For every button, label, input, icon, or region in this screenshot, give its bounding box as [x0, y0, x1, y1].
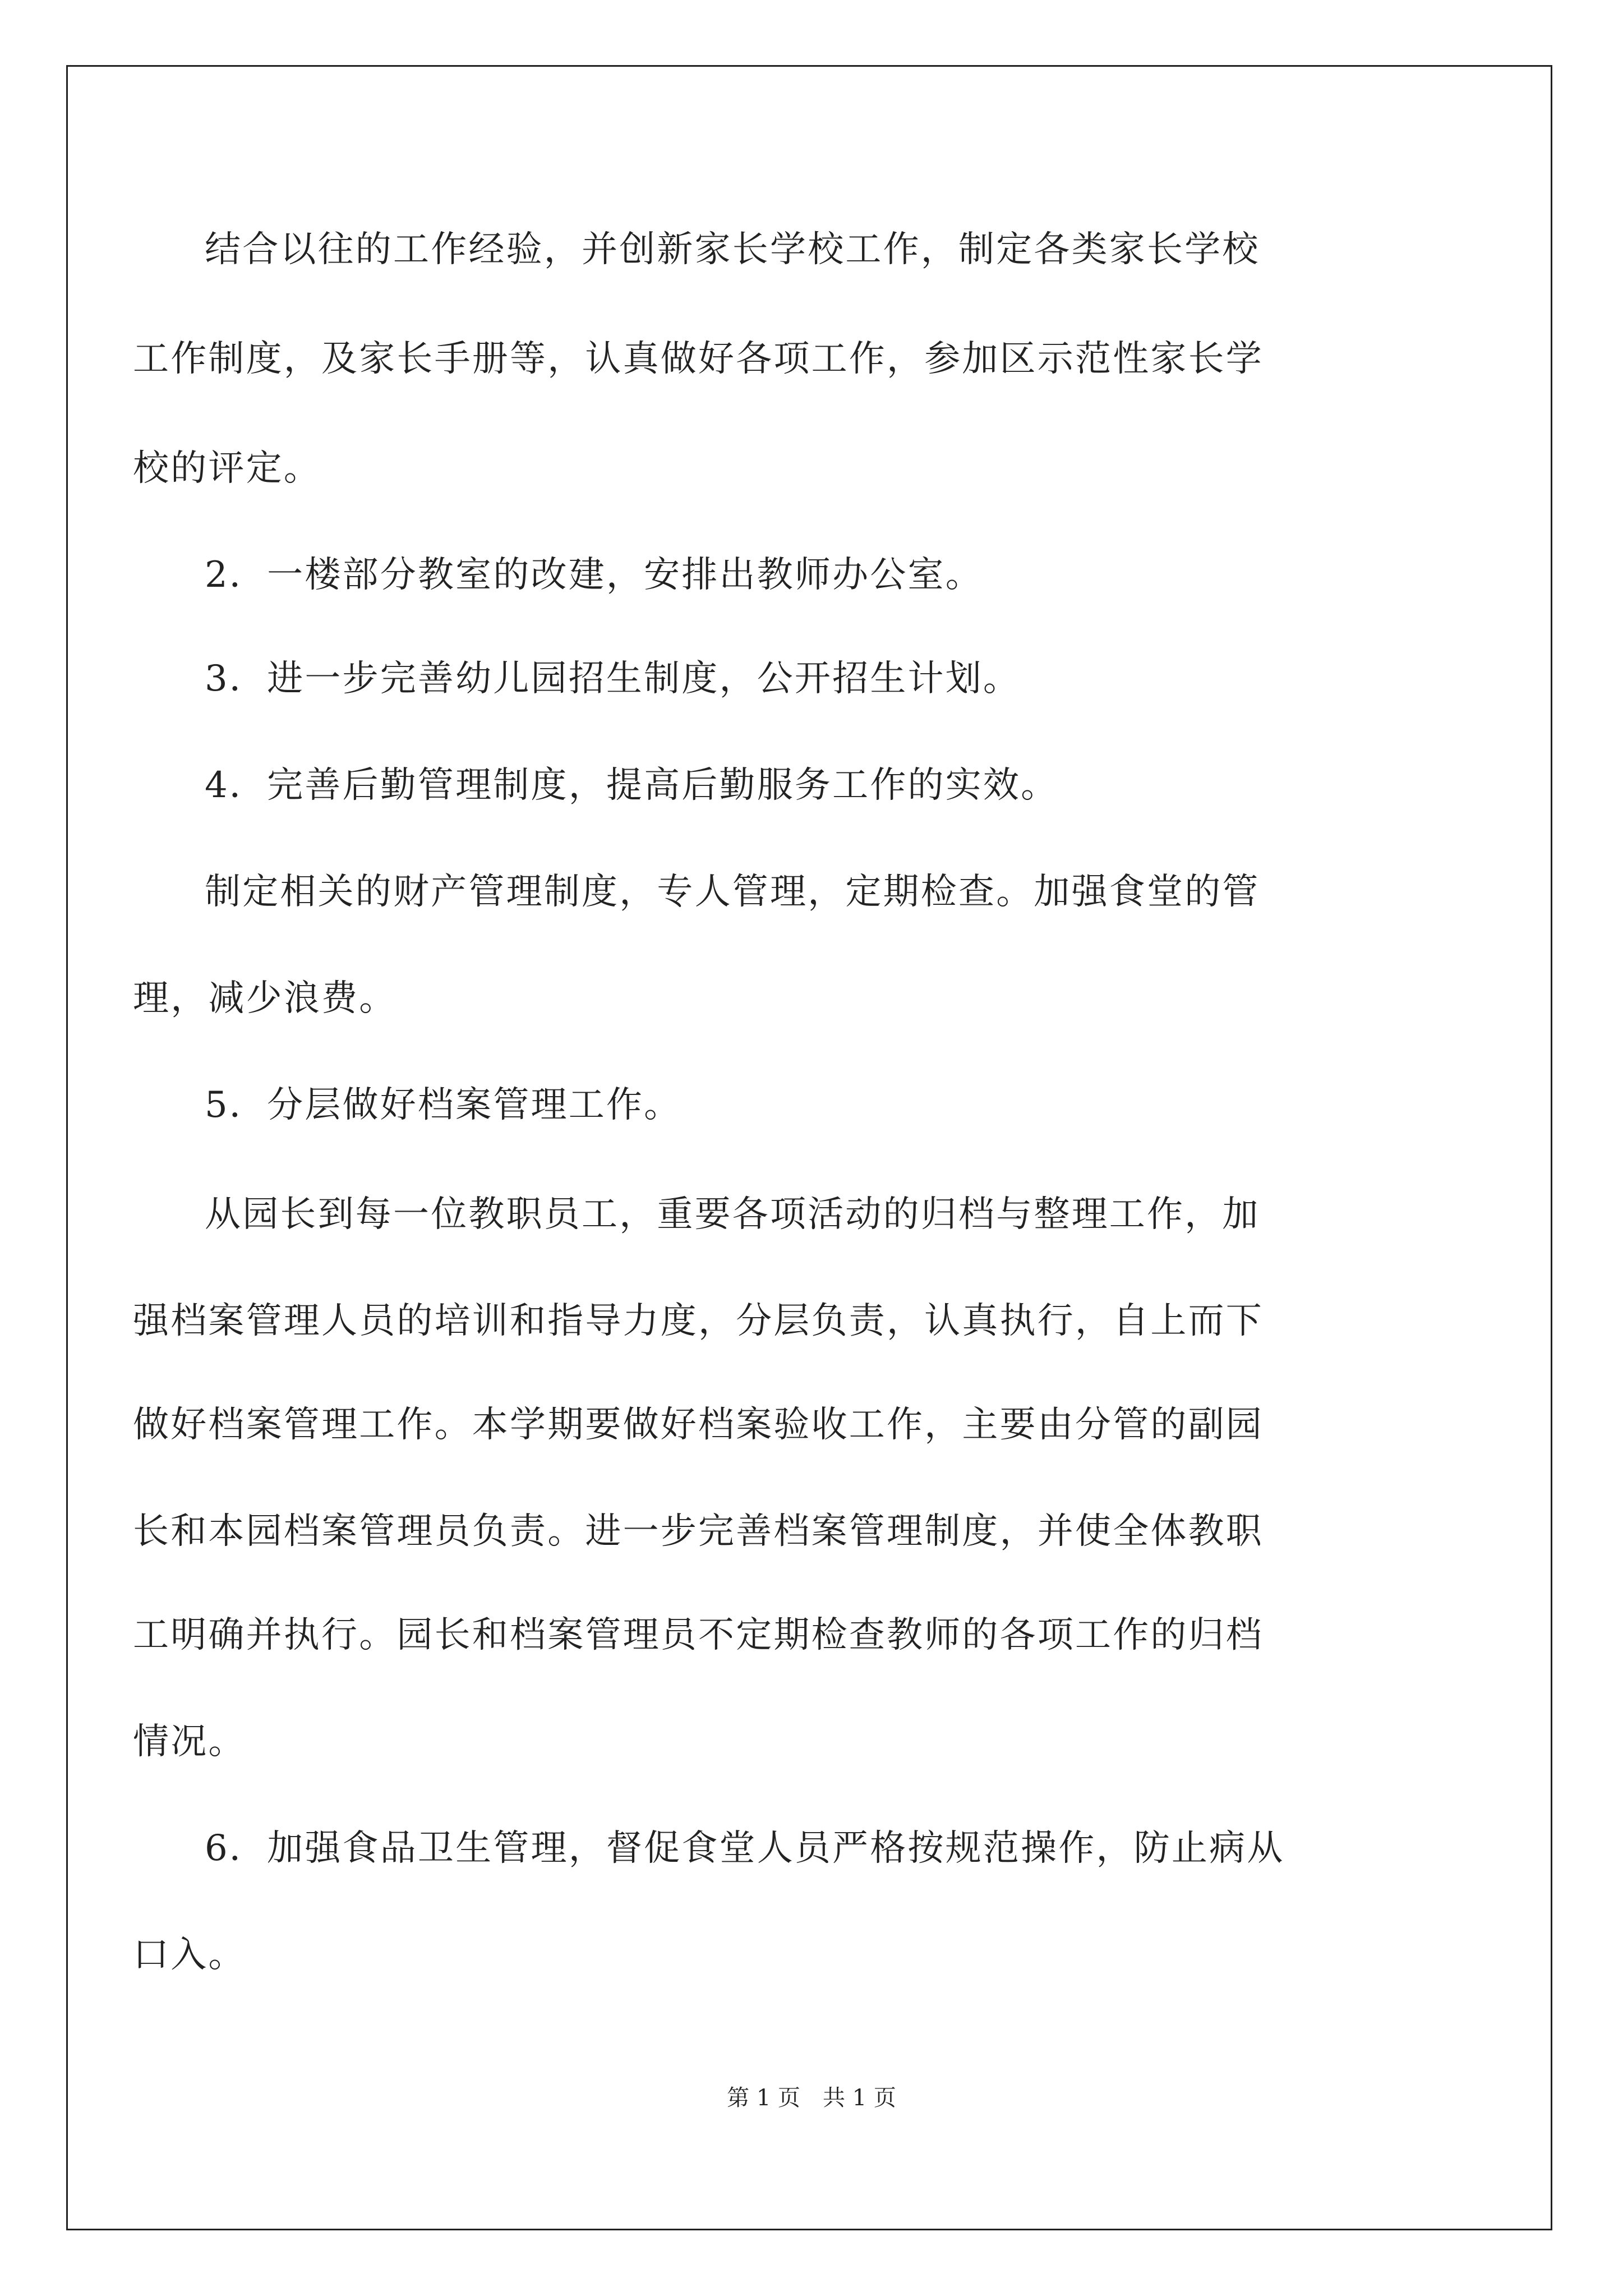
paragraph-line: 校的评定。 [133, 448, 321, 489]
paragraph-line: 做好档案管理工作。本学期要做好档案验收工作，主要由分管的副园 [133, 1404, 1264, 1446]
paragraph-line: 工作制度，及家长手册等，认真做好各项工作，参加区示范性家长学 [133, 338, 1264, 380]
paragraph-line: 制定相关的财产管理制度，专人管理，定期检查。加强食堂的管 [205, 871, 1260, 913]
paragraph-line: 从园长到每一位教职员工，重要各项活动的归档与整理工作，加 [205, 1194, 1260, 1235]
paragraph-line: 口入。 [133, 1934, 246, 1976]
paragraph-line: 长和本园档案管理员负责。进一步完善档案管理制度，并使全体教职 [133, 1511, 1264, 1552]
paragraph-line: 5．分层做好档案管理工作。 [205, 1084, 682, 1126]
paragraph-line: 2．一楼部分教室的改建，安排出教师办公室。 [205, 554, 983, 596]
paragraph-line: 6．加强食品卫生管理，督促食堂人员严格按规范操作，防止病从 [205, 1828, 1285, 1869]
paragraph-line: 工明确并执行。园长和档案管理员不定期检查教师的各项工作的归档 [133, 1614, 1264, 1656]
paragraph-line: 3．进一步完善幼儿园招生制度，公开招生计划。 [205, 658, 1021, 700]
paragraph-line: 强档案管理人员的培训和指导力度，分层负责，认真执行，自上而下 [133, 1300, 1264, 1342]
paragraph-line: 结合以往的工作经验，并创新家长学校工作，制定各类家长学校 [205, 229, 1260, 270]
paragraph-line: 情况。 [133, 1721, 246, 1763]
page-border [66, 65, 1552, 2230]
paragraph-line: 4．完善后勤管理制度，提高后勤服务工作的实效。 [205, 765, 1059, 806]
paragraph-line: 理，减少浪费。 [133, 978, 397, 1019]
page-footer: 第 1 页 共 1 页 [727, 2085, 896, 2111]
